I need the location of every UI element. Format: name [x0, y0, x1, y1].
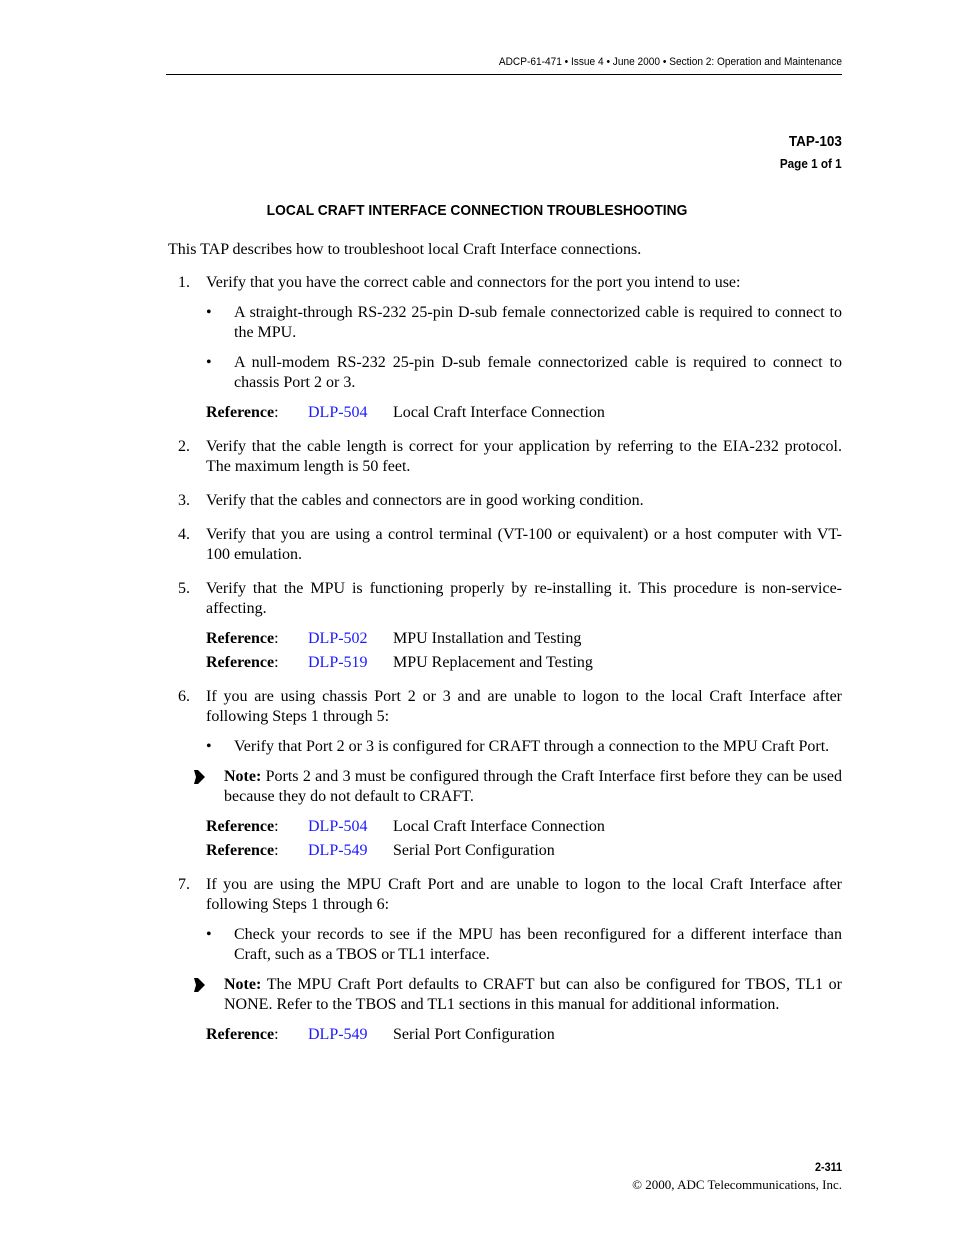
- bullet-icon: •: [206, 354, 212, 371]
- reference-description: Local Craft Interface Connection: [393, 404, 605, 421]
- arrow-note-icon: [192, 769, 206, 785]
- step-number: 5.: [178, 580, 190, 597]
- step-number: 2.: [178, 438, 190, 455]
- reference-link-dlp-519[interactable]: DLP-519: [308, 654, 368, 671]
- running-head: ADCP-61-471 • Issue 4 • June 2000 • Section 2: Operation and Maintenance: [498, 56, 842, 68]
- step-7: [168, 875, 842, 1045]
- reference-row: [206, 653, 842, 673]
- step-number: 6.: [178, 688, 190, 705]
- step-text: Verify that the cables and connectors are in good working condition.: [206, 492, 644, 509]
- step-text: Verify that the cable length is correct for your application by referring to the EIA-232 protocol. The maximum length is 50 feet.: [206, 438, 842, 475]
- step-2: [168, 437, 842, 477]
- step-5: [168, 579, 842, 673]
- step-6: [168, 687, 842, 861]
- reference-description: Serial Port Configuration: [393, 1026, 555, 1043]
- reference-row: [206, 841, 842, 861]
- page-title: LOCAL CRAFT INTERFACE CONNECTION TROUBLESHOOTING: [266, 202, 688, 219]
- page-number: 2-311: [814, 1160, 842, 1174]
- reference-row: [206, 1025, 842, 1045]
- step-number: 4.: [178, 526, 190, 543]
- copyright: © 2000, ADC Telecommunications, Inc.: [632, 1177, 842, 1192]
- reference-row: [206, 403, 842, 423]
- reference-label: Reference:: [206, 654, 279, 671]
- note: [206, 975, 842, 1015]
- bullet-text: Verify that Port 2 or 3 is configured for CRAFT through a connection to the MPU Craft Port.: [234, 738, 830, 755]
- note: [206, 767, 842, 807]
- reference-row: [206, 629, 842, 649]
- bullet-text: Check your records to see if the MPU has been reconfigured for a different interface than Craft, such as a TBOS or TL1 interface.: [234, 926, 842, 963]
- bullet-item: [206, 303, 842, 343]
- reference-description: MPU Installation and Testing: [393, 630, 582, 647]
- bullet-icon: •: [206, 304, 212, 321]
- reference-link-dlp-549[interactable]: DLP-549: [308, 842, 368, 859]
- reference-link-dlp-502[interactable]: DLP-502: [308, 630, 368, 647]
- step-text: Verify that you have the correct cable and connectors for the port you intend to use:: [206, 274, 741, 291]
- reference-link-dlp-504[interactable]: DLP-504: [308, 404, 368, 421]
- step-text: Verify that you are using a control terminal (VT-100 or equivalent) or a host computer with VT-100 emulation.: [206, 526, 842, 563]
- bullet-item: [206, 925, 842, 965]
- reference-description: Local Craft Interface Connection: [393, 818, 605, 835]
- reference-label: Reference:: [206, 1026, 279, 1043]
- step-3: [168, 491, 842, 511]
- reference-link-dlp-549[interactable]: DLP-549: [308, 1026, 368, 1043]
- step-text: Verify that the MPU is functioning properly by re-installing it. This procedure is non-service-affecting.: [206, 580, 842, 617]
- note-label: Note:: [224, 768, 262, 785]
- reference-row: [206, 817, 842, 837]
- step-text: If you are using the MPU Craft Port and are unable to logon to the local Craft Interface after following Steps 1 through 6:: [206, 876, 842, 913]
- header-rule: [166, 74, 842, 75]
- bullet-item: [206, 353, 842, 393]
- bullet-item: [206, 737, 842, 757]
- note-text: The MPU Craft Port defaults to CRAFT but can also be configured for TBOS, TL1 or NONE. Refer to the TBOS and TL1 sections in this manual for additional information.: [224, 976, 842, 1013]
- note-label: Note:: [224, 976, 262, 993]
- reference-label: Reference:: [206, 842, 279, 859]
- reference-description: MPU Replacement and Testing: [393, 654, 593, 671]
- note-text: Ports 2 and 3 must be configured through the Craft Interface first before they can be used because they do not default to CRAFT.: [224, 768, 842, 805]
- document-body: [168, 240, 842, 1059]
- reference-label: Reference:: [206, 818, 279, 835]
- reference-description: Serial Port Configuration: [393, 842, 555, 859]
- bullet-icon: •: [206, 738, 212, 755]
- tap-id: TAP-103: [788, 133, 842, 150]
- step-number: 3.: [178, 492, 190, 509]
- intro-text: This TAP describes how to troubleshoot local Craft Interface connections.: [168, 241, 642, 258]
- reference-label: Reference:: [206, 404, 279, 421]
- reference-label: Reference:: [206, 630, 279, 647]
- step-number: 7.: [178, 876, 190, 893]
- step-1: [168, 273, 842, 423]
- bullet-text: A straight-through RS-232 25-pin D-sub female connectorized cable is required to connect to the MPU.: [234, 304, 842, 341]
- step-4: [168, 525, 842, 565]
- step-text: If you are using chassis Port 2 or 3 and are unable to logon to the local Craft Interface after following Steps 1 through 5:: [206, 688, 842, 725]
- reference-link-dlp-504[interactable]: DLP-504: [308, 818, 368, 835]
- bullet-icon: •: [206, 926, 212, 943]
- tap-page-count: Page 1 of 1: [780, 156, 842, 171]
- step-number: 1.: [178, 274, 190, 291]
- bullet-text: A null-modem RS-232 25-pin D-sub female connectorized cable is required to connect to chassis Port 2 or 3.: [234, 354, 842, 391]
- arrow-note-icon: [192, 977, 206, 993]
